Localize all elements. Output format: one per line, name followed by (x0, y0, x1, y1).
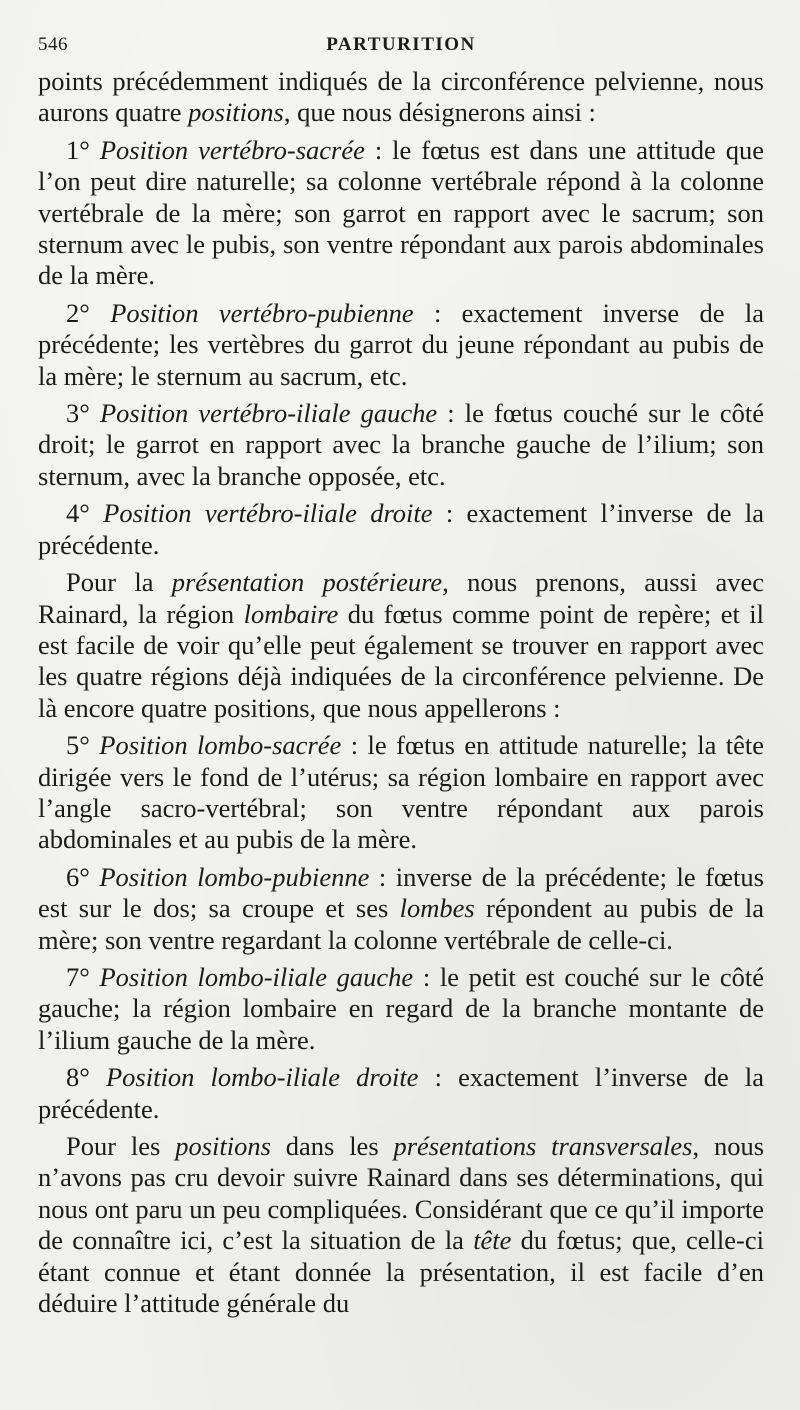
text-run: 2° (66, 297, 111, 328)
paragraph-position-6 (38, 862, 764, 956)
text-run: Pour les (66, 1131, 176, 1161)
text-run: 7° (66, 961, 100, 992)
italic-run: positions (175, 1131, 271, 1161)
italic-run: lombes (399, 893, 475, 924)
text-run: : inverse de la précédente; le fœtus est sur le dos; sa croupe et ses (38, 861, 764, 924)
text-run: 5° (66, 730, 100, 761)
page-number: 546 (38, 34, 68, 55)
italic-run: tête (473, 1225, 512, 1256)
italic-run: Position lombo-iliale gauche (99, 961, 414, 992)
text-run: : le fœtus couché sur le côté droit; le garrot en rapport avec la branche gauche de l’ilium; son sternum, avec la branche opposée, etc. (38, 398, 764, 491)
italic-run: Position lombo-pubienne (99, 861, 370, 892)
text-run: du fœtus comme point de repère; et il est facile de voir qu’elle peut également se trouver en rapport avec les quatre régions déjà indiquées de la circonférence pelvienne. De là encore quatre positions, que nous appellerons : (38, 598, 764, 723)
text-run: , nous n’avons pas cru devoir suivre Rainard dans ses déterminations, qui nous ont paru un peu compliquées. Considérant que ce qu’il importe de connaître ici, c’est la situation de la (38, 1131, 765, 1256)
italic-run: Position vertébro-pubienne (110, 297, 414, 328)
paragraph-posterior-presentation (38, 567, 764, 724)
text-run: 8° (66, 1062, 106, 1093)
italic-run: positions (188, 97, 284, 128)
text-run: : le fœtus est dans une attitude que l’on peut dire naturelle; sa colonne vertébrale répond à la colonne vertébrale de la mère; son garrot en rapport avec le sacrum; son sternum avec le pubis, son ventre répondant aux parois abdominales de la mère. (38, 134, 764, 291)
text-run: : exactement inverse de la précédente; les vertèbres du garrot du jeune répondant au pubis de la mère; le sternum au sacrum, etc. (38, 297, 764, 391)
page-header (38, 30, 764, 58)
italic-run: Position vertébro-sacrée (99, 134, 365, 165)
text-run: Pour la (66, 567, 172, 598)
body-text (38, 66, 764, 1319)
paragraph-position-7 (38, 962, 764, 1056)
paragraph-continuation (38, 66, 764, 129)
running-head: PARTURITION (326, 34, 476, 55)
text-run: : le petit est couché sur le côté gauche; la région lombaire en regard de la branche montante de l’ilium gauche de la mère. (38, 961, 764, 1055)
text-run: , que nous désignerons ainsi : (283, 97, 596, 128)
paragraph-position-3 (38, 398, 764, 492)
paragraph-position-8 (38, 1062, 764, 1125)
italic-run: Position lombo-sacrée (99, 730, 342, 761)
text-run: 6° (66, 861, 100, 892)
text-run: , nous prenons, aussi avec Rainard, la région (38, 567, 764, 629)
text-run: du fœtus; que, celle-ci étant connue et étant donnée la présentation, il est facile d’en déduire l’attitude générale du (38, 1225, 764, 1319)
italic-run: lombaire (243, 598, 339, 629)
text-run: 4° (66, 498, 104, 529)
text-run: points précédemment indiqués de la circonférence pelvienne, nous aurons quatre (38, 66, 764, 128)
italic-run: présentation postérieure (171, 567, 443, 598)
text-run: 1° (66, 134, 100, 165)
text-run: dans les (270, 1131, 394, 1161)
paragraph-position-5 (38, 730, 764, 856)
text-run: : exactement l’inverse de la précédente. (38, 1062, 764, 1124)
paragraph-position-1 (38, 135, 764, 292)
paragraph-position-2 (38, 298, 764, 392)
italic-run: présentations transversales (393, 1131, 693, 1161)
paragraph-position-4 (38, 498, 764, 561)
text-run: : exactement l’inverse de la précédente. (38, 498, 764, 560)
paragraph-transverse-presentations (38, 1131, 764, 1319)
italic-run: Position vertébro-iliale gauche (99, 398, 438, 429)
text-run: : le fœtus en attitude naturelle; la tête dirigée vers le fond de l’utérus; sa région lombaire en rapport avec l’angle sacro-vertébral; son ventre répondant aux parois abdominales et au pubis de la mère. (38, 730, 765, 855)
text-run: 3° (66, 398, 100, 429)
text-run: répondent au pubis de la mère; son ventre regardant la colonne vertébrale de celle-ci. (38, 893, 764, 955)
italic-run: Position vertébro-iliale droite (103, 498, 433, 529)
italic-run: Position lombo-iliale droite (105, 1062, 419, 1093)
